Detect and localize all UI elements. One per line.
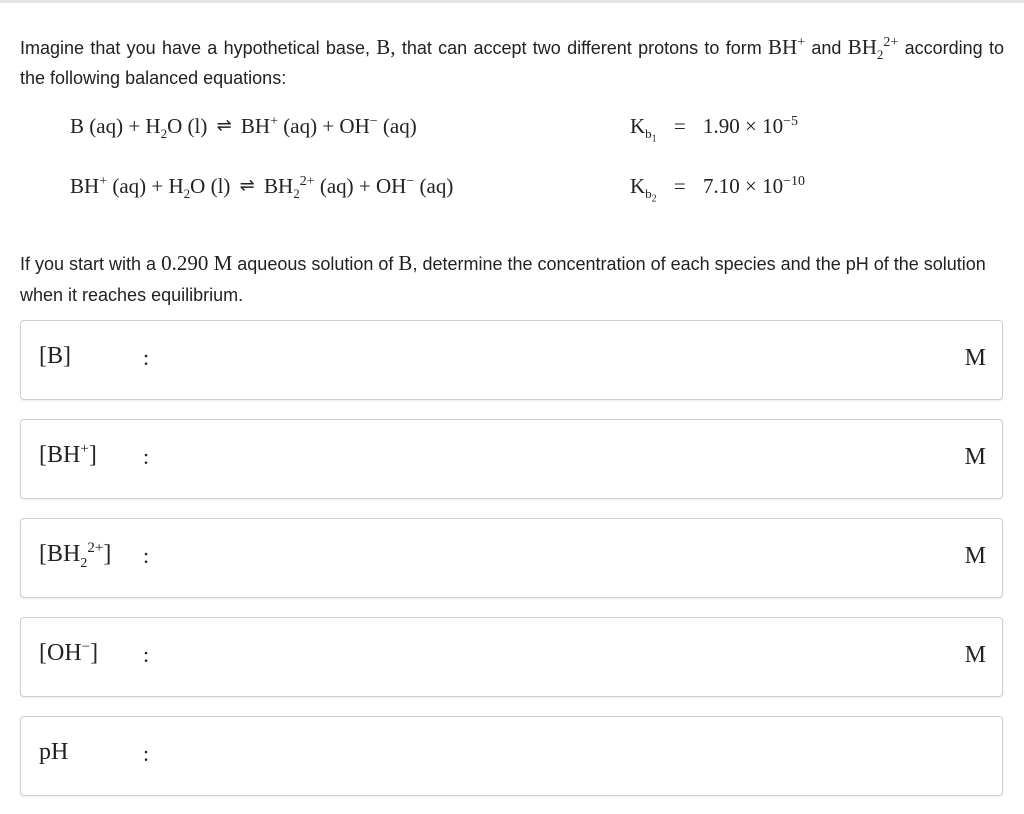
ion-bh-plus: BH+	[768, 35, 806, 59]
kb2-value: $K_{b_2} = 7.10 \times 10^{-10}$	[630, 174, 806, 205]
label-ph: pH	[39, 739, 69, 765]
unit-molar: M	[964, 345, 986, 371]
intro-text: and	[811, 38, 842, 58]
input-oh-minus-concentration[interactable]	[171, 632, 935, 684]
question-text: If you start with a 0.290 M aqueous solution of B, determine the concentration of each species and the pH of the solution when it reaches equilibrium.	[20, 251, 986, 305]
intro-text: that can accept two different protons to form	[401, 38, 762, 58]
input-ph[interactable]	[171, 731, 935, 783]
unit-molar: M	[964, 543, 986, 569]
equation-2: BH+ $(aq) + H_2O$ (l) ⇌ $BH_2^{2+}$ (aq) + OH− (aq)	[70, 174, 454, 202]
equilibrium-arrow-icon: ⇌	[239, 175, 255, 196]
base-symbol: B,	[376, 35, 396, 59]
kb1-value: $K_{b_1} = 1.90 \times 10^{-5}$	[630, 114, 799, 145]
top-divider	[0, 0, 1024, 3]
intro-paragraph	[20, 32, 1004, 93]
input-bh-plus-concentration[interactable]	[171, 434, 935, 486]
initial-concentration: 0.290 M	[161, 251, 233, 275]
input-b-concentration[interactable]	[171, 335, 935, 387]
equation-1: B $(aq) + H_2O$ (l) ⇌ BH+ (aq) + OH− (aq)	[70, 114, 417, 142]
label-b-concentration: [B]	[39, 343, 71, 369]
unit-molar: M	[964, 642, 986, 668]
input-bh2-2plus-concentration[interactable]	[171, 533, 935, 585]
answer-box-bh-plus[interactable]: [BH+] : M	[20, 419, 1003, 499]
equilibrium-arrow-icon: ⇌	[216, 115, 232, 136]
ion-bh2-2plus: $BH_2^{2+}$	[847, 35, 899, 63]
intro-text: Imagine that you have a hypothetical base,	[20, 38, 370, 58]
answer-box-oh-minus[interactable]: [OH−] : M	[20, 617, 1003, 697]
label-bh2-2plus-concentration: $[BH_2^{2+}]$	[39, 540, 112, 571]
base-symbol: B	[398, 251, 413, 275]
answer-box-ph[interactable]: pH :	[20, 716, 1003, 796]
label-bh-plus-concentration: [BH+]	[39, 441, 97, 468]
answer-box-b[interactable]: [B] : M	[20, 320, 1003, 400]
unit-molar: M	[964, 444, 986, 470]
answer-box-bh2-2plus[interactable]: $[BH_2^{2+}]$ : M	[20, 518, 1003, 598]
label-oh-minus-concentration: [OH−]	[39, 639, 99, 666]
intro-text: according to the following balanced equations:	[20, 38, 1004, 88]
